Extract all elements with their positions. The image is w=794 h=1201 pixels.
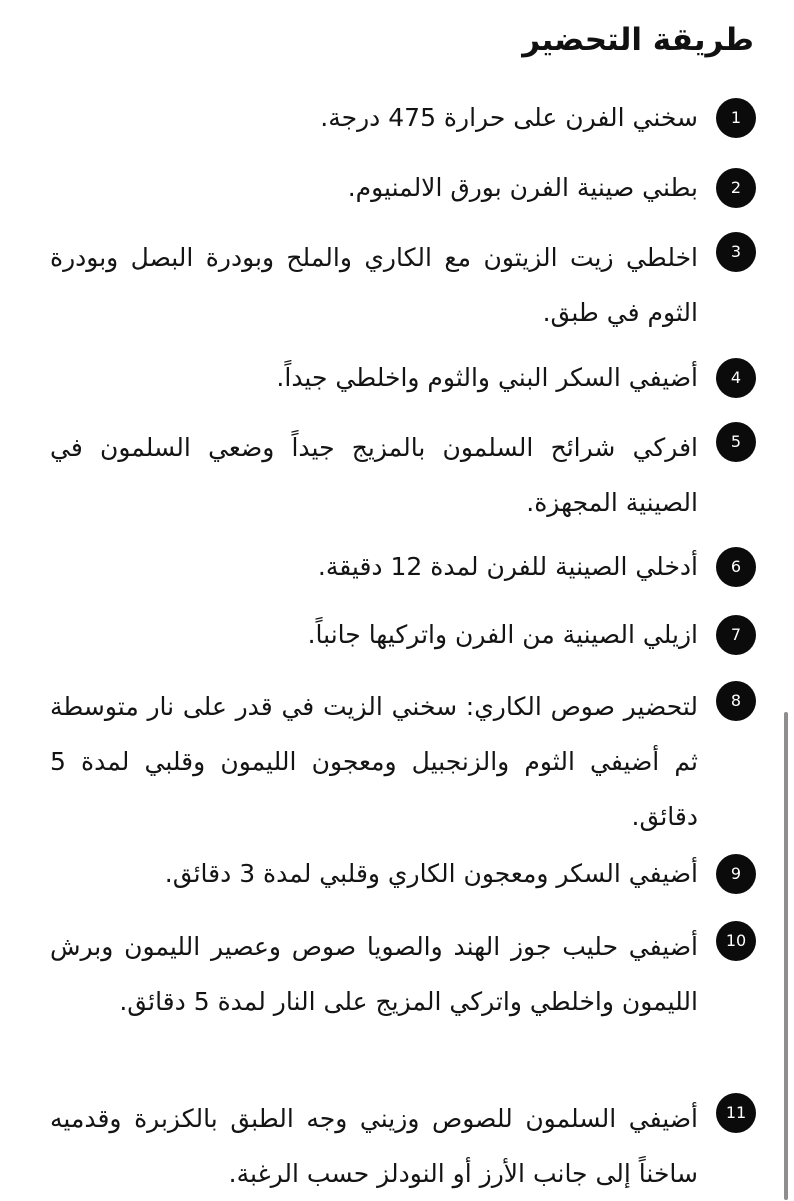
step-number-badge: 8 bbox=[716, 681, 756, 721]
step-item bbox=[50, 613, 756, 657]
step-text: أضيفي السكر البني والثوم واخلطي جيداً. bbox=[276, 363, 698, 392]
step-text: ازيلي الصينية من الفرن واتركيها جانباً. bbox=[307, 620, 698, 649]
step-text: سخني الفرن على حرارة 475 درجة. bbox=[320, 103, 698, 132]
scrollbar[interactable] bbox=[784, 712, 788, 1200]
step-item bbox=[50, 356, 756, 400]
step-text: أدخلي الصينية للفرن لمدة 12 دقيقة. bbox=[317, 552, 698, 581]
section-title: طريقة التحضير bbox=[522, 22, 754, 58]
step-number-badge: 5 bbox=[716, 422, 756, 462]
step-text: اخلطي زيت الزيتون مع الكاري والملح وبودرة البصل وبودرة الثوم في طبق. bbox=[50, 243, 698, 327]
step-item bbox=[50, 420, 756, 530]
step-number-badge: 6 bbox=[716, 547, 756, 587]
step-number-badge: 2 bbox=[716, 168, 756, 208]
step-text: بطني صينية الفرن بورق الالمنيوم. bbox=[347, 173, 698, 202]
step-item bbox=[50, 96, 756, 140]
step-item bbox=[50, 166, 756, 210]
step-item bbox=[50, 545, 756, 589]
step-item bbox=[50, 1091, 756, 1201]
step-item bbox=[50, 852, 756, 896]
step-number-badge: 7 bbox=[716, 615, 756, 655]
step-text: أضيفي السلمون للصوص وزيني وجه الطبق بالكزبرة وقدميه ساخناً إلى جانب الأرز أو النودلز حسب الرغبة. bbox=[50, 1104, 698, 1188]
step-number-badge: 4 bbox=[716, 358, 756, 398]
step-number-badge: 1 bbox=[716, 98, 756, 138]
step-item bbox=[50, 679, 756, 844]
step-text: افركي شرائح السلمون بالمزيج جيداً وضعي السلمون في الصينية المجهزة. bbox=[50, 433, 698, 517]
step-text: أضيفي حليب جوز الهند والصويا صوص وعصير الليمون وبرش الليمون واخلطي واتركي المزيج على النار لمدة 5 دقائق. bbox=[50, 932, 698, 1016]
step-item bbox=[50, 230, 756, 340]
step-text: لتحضير صوص الكاري: سخني الزيت في قدر على نار متوسطة ثم أضيفي الثوم والزنجبيل ومعجون الليمون وقلبي لمدة 5 دقائق. bbox=[50, 692, 698, 831]
step-number-badge: 3 bbox=[716, 232, 756, 272]
step-text: أضيفي السكر ومعجون الكاري وقلبي لمدة 3 دقائق. bbox=[164, 859, 698, 888]
step-number-badge: 9 bbox=[716, 854, 756, 894]
step-number-badge: 10 bbox=[716, 921, 756, 961]
step-number-badge: 11 bbox=[716, 1093, 756, 1133]
step-item bbox=[50, 919, 756, 1029]
